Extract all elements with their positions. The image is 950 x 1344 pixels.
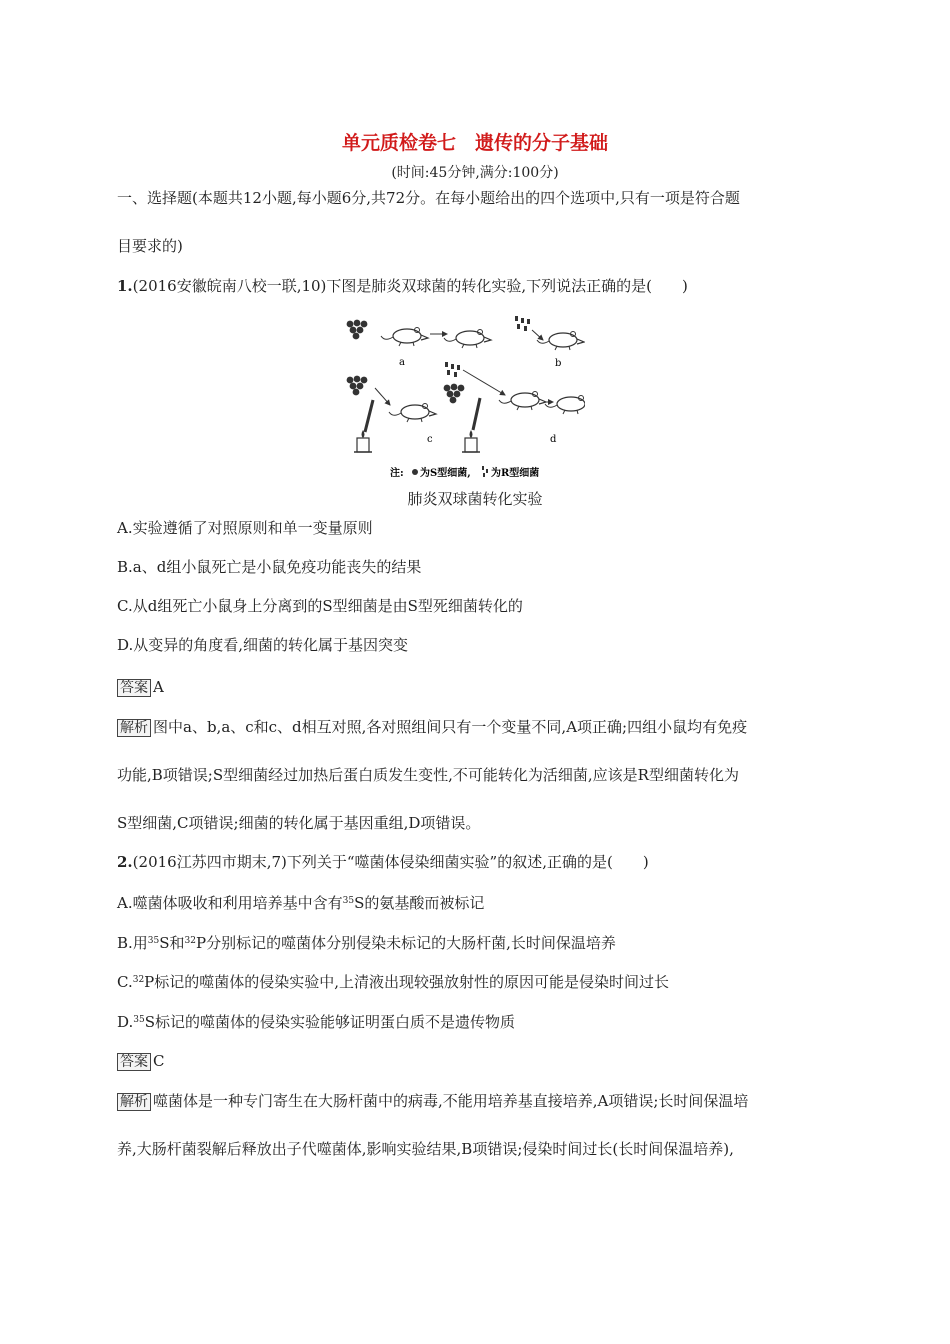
question-2-stem [117, 852, 649, 872]
q1-analysis-line2: 功能,B项错误;S型细菌经过加热后蛋白质发生变性,不可能转化为活细菌,应该是R型细菌转化为 [117, 766, 739, 784]
figure-label-c: c [427, 434, 433, 445]
figure-label-a: a [399, 357, 405, 368]
q2-analysis-line1 [117, 1091, 748, 1112]
q1-option-a: A.实验遵循了对照原则和单一变量原则 [117, 519, 373, 537]
mouse-icon [381, 328, 428, 347]
r-bacteria-cluster [445, 362, 460, 377]
dead-mouse-icon [545, 396, 585, 415]
answer-value: C [153, 1052, 165, 1070]
r-bacteria-legend-icon [482, 466, 488, 477]
figure-label-d: d [550, 434, 557, 445]
q1-option-d: D.从变异的角度看,细菌的转化属于基因突变 [117, 636, 409, 654]
heating-lamp-icon [462, 430, 480, 452]
q1-option-b: B.a、d组小鼠死亡是小鼠免疫功能丧失的结果 [117, 558, 422, 576]
q2-answer [117, 1051, 164, 1072]
svg-text:注: [390, 466, 404, 479]
r-bacteria-cluster [515, 316, 530, 331]
analysis-text: 图中a、b,a、c和c、d相互对照,各对照组间只有一个变量不同,A项正确;四组小鼠均有免疫 [153, 718, 748, 736]
s-bacteria-cluster [347, 376, 368, 396]
q2-option-d: D.$^{35}$S标记的噬菌体的侵染实验能够证明蛋白质不是遗传物质 [117, 1013, 515, 1031]
mouse-icon [537, 332, 584, 351]
answer-value: A [153, 678, 164, 696]
figure-label-b: b [555, 358, 562, 369]
page-subtitle: (时间:45分钟,满分:100分) [391, 165, 559, 181]
q2-option-b: B.用$^{35}$S和$^{32}$P分别标记的噬菌体分别侵染未标记的大肠杆菌,长时间保温培养 [117, 934, 616, 952]
s-bacteria-cluster [444, 384, 465, 404]
transformation-experiment-figure [335, 310, 585, 482]
section-heading-line1: 一、选择题(本题共12小题,每小题6分,共72分。在每小题给出的四个选项中,只有一项是符合题 [117, 189, 740, 207]
question-number: 1. [117, 277, 133, 295]
q1-analysis-line1 [117, 717, 747, 738]
section-heading-line2: 目要求的) [117, 237, 183, 255]
analysis-tag: 解析 [117, 1093, 151, 1111]
q2-option-c: C.$^{32}$P标记的噬菌体的侵染实验中,上清液出现较强放射性的原因可能是侵染时间过长 [117, 973, 670, 991]
q1-option-c: C.从d组死亡小鼠身上分离到的S型细菌是由S型死细菌转化的 [117, 597, 523, 615]
question-number: 2. [117, 853, 133, 871]
s-bacteria-cluster [347, 320, 368, 340]
q2-option-a: A.噬菌体吸收和利用培养基中含有$^{35}$S的氨基酸而被标记 [117, 894, 485, 912]
question-text: (2016江苏四市期末,7)下列关于“噬菌体侵染细菌实验”的叙述,正确的是( ) [132, 853, 649, 871]
answer-tag: 答案 [117, 1053, 151, 1071]
analysis-text: 噬菌体是一种专门寄生在大肠杆菌中的病毒,不能用培养基直接培养,A项错误;长时间保温培 [153, 1092, 749, 1110]
heating-lamp-icon [354, 430, 372, 452]
question-1-stem [117, 276, 688, 296]
answer-tag: 答案 [117, 679, 151, 697]
q2-analysis-line2: 养,大肠杆菌裂解后释放出子代噬菌体,影响实验结果,B项错误;侵染时间过长(长时间保温培养), [117, 1140, 734, 1158]
q1-analysis-line3: S型细菌,C项错误;细菌的转化属于基因重组,D项错误。 [117, 814, 481, 832]
mouse-icon [389, 404, 436, 423]
mouse-icon [499, 392, 546, 411]
s-bacteria-legend-icon [412, 469, 418, 475]
page-title: 单元质检卷七 遗传的分子基础 [341, 132, 608, 154]
figure-note-prefix: 注: [390, 468, 404, 479]
figure-caption: 肺炎双球菌转化实验 [407, 490, 543, 508]
figure-note-s: 为S型细菌, [420, 468, 471, 479]
analysis-tag: 解析 [117, 719, 151, 737]
figure-note-r: 为R型细菌 [491, 468, 540, 479]
dead-mouse-icon [444, 330, 491, 349]
question-text: (2016安徽皖南八校一联,10)下图是肺炎双球菌的转化实验,下列说法正确的是( ) [132, 277, 688, 295]
q1-answer [117, 677, 164, 698]
